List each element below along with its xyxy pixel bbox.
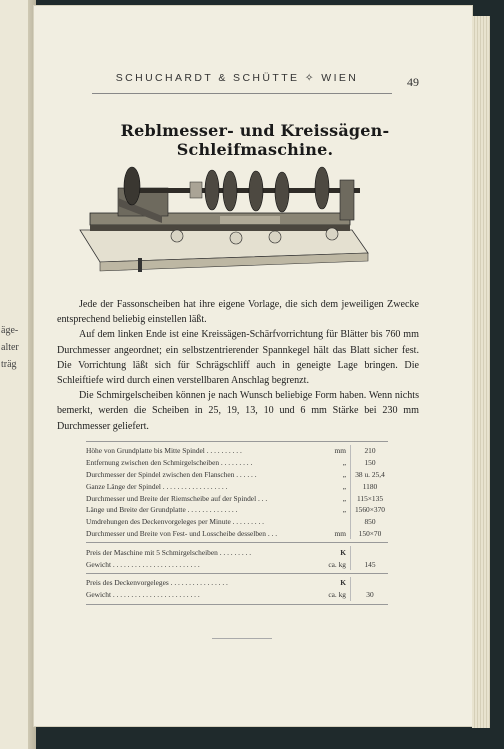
left-page-fragment: äge-	[1, 325, 19, 336]
spec-unit: mm	[334, 528, 346, 538]
left-page-fragment: alter	[1, 342, 19, 353]
running-header: SCHUCHARDT & SCHÜTTE ✧ WIEN	[115, 72, 359, 84]
price-unit: K	[340, 547, 346, 557]
grinding-machine-illustration	[70, 158, 370, 286]
weight-row	[86, 589, 388, 601]
spec-value: 150	[350, 457, 389, 469]
table-row	[86, 504, 388, 516]
spec-value: 1560×370	[350, 504, 389, 516]
weight-value: 145	[350, 558, 389, 570]
spec-value: 38 u. 25,4	[350, 469, 389, 481]
price-value	[350, 546, 389, 558]
description-text	[57, 297, 419, 434]
header-rule	[92, 93, 392, 94]
page-number: 49	[407, 75, 419, 89]
spec-value: 115×135	[350, 492, 389, 504]
spec-unit: mm	[334, 446, 346, 456]
spec-value: 210	[350, 445, 389, 457]
spec-label: Umdrehungen des Deckenvorgeleges per Minute . . . . . . . . .	[86, 517, 265, 527]
footer-rule	[212, 638, 272, 639]
weight-label: Gewicht . . . . . . . . . . . . . . . . . . . . . . . .	[86, 590, 200, 600]
paragraph: Auf dem linken Ende ist eine Kreissägen-Schärfvorrichtung für Blätter bis 760 mm Durchmesser angeordnet; ein selbstzentrierender Spannkegel hält das Blatt sicher fest. Die Vorrichtung läßt sich für Schrägschliff auch in geneigte Lage bringen. Die Schleiftiefe wird durch einen verstellbaren Anschlag begrenzt.	[57, 329, 419, 387]
spec-value: 850	[350, 516, 389, 528]
weight-value: 30	[350, 589, 389, 601]
paragraph: Jede der Fassonscheiben hat ihre eigene Vorlage, die sich dem jeweiligen Zwecke entsprechend beliebig einstellen läßt.	[57, 299, 419, 326]
spec-label: Durchmesser der Spindel zwischen den Flanschen . . . . . .	[86, 469, 257, 479]
left-page-fragment: träg	[1, 359, 17, 370]
table-row	[86, 528, 388, 540]
table-rule	[86, 604, 388, 605]
page-stack-edge	[472, 16, 490, 728]
weight-label: Gewicht . . . . . . . . . . . . . . . . . . . . . . . .	[86, 559, 200, 569]
table-row	[86, 457, 388, 469]
table-row	[86, 516, 388, 528]
price-label: Preis der Maschine mit 5 Schmirgelscheiben . . . . . . . . .	[86, 547, 252, 557]
table-row	[86, 492, 388, 504]
spec-unit: „	[342, 493, 346, 503]
spec-label: Länge und Breite der Grundplatte . . . . . . . . . . . . . .	[86, 505, 238, 515]
table-row	[86, 469, 388, 481]
paragraph: Die Schmirgelscheiben können je nach Wunsch beliebige Form haben. Wenn nichts bemerkt, werden die Scheiben in 25, 19, 13, 10 und 6 mm Stärke bei 230 mm Durchmesser geliefert.	[57, 390, 419, 432]
spec-value: 1180	[350, 480, 389, 492]
spec-label: Durchmesser und Breite von Fest- und Losscheibe desselben . . .	[86, 528, 278, 538]
spec-value: 150×70	[350, 528, 389, 540]
table-row	[86, 445, 388, 457]
spec-unit: „	[342, 505, 346, 515]
spec-label: Entfernung zwischen den Schmirgelscheiben . . . . . . . . .	[86, 458, 253, 468]
price-label: Preis des Deckenvorgeleges . . . . . . . . . . . . . . . .	[86, 578, 228, 588]
page-title: Reblmesser- und Kreissägen-Schleifmaschine.	[120, 121, 390, 159]
spec-label: Durchmesser und Breite der Riemscheibe auf der Spindel . . .	[86, 493, 268, 503]
price-row	[86, 577, 388, 589]
weight-unit: ca. kg	[328, 590, 346, 600]
spec-unit: „	[342, 458, 346, 468]
specification-table	[86, 441, 388, 605]
left-page-edge	[0, 0, 30, 749]
price-value	[350, 577, 389, 589]
spec-label: Höhe von Grundplatte bis Mitte Spindel . . . . . . . . . .	[86, 446, 242, 456]
price-unit: K	[340, 578, 346, 588]
weight-row	[86, 558, 388, 570]
table-row	[86, 480, 388, 492]
spec-unit: „	[342, 481, 346, 491]
spec-label: Ganze Länge der Spindel . . . . . . . . . . . . . . . . . .	[86, 481, 228, 491]
price-row	[86, 546, 388, 558]
weight-unit: ca. kg	[328, 559, 346, 569]
spec-unit: „	[342, 469, 346, 479]
